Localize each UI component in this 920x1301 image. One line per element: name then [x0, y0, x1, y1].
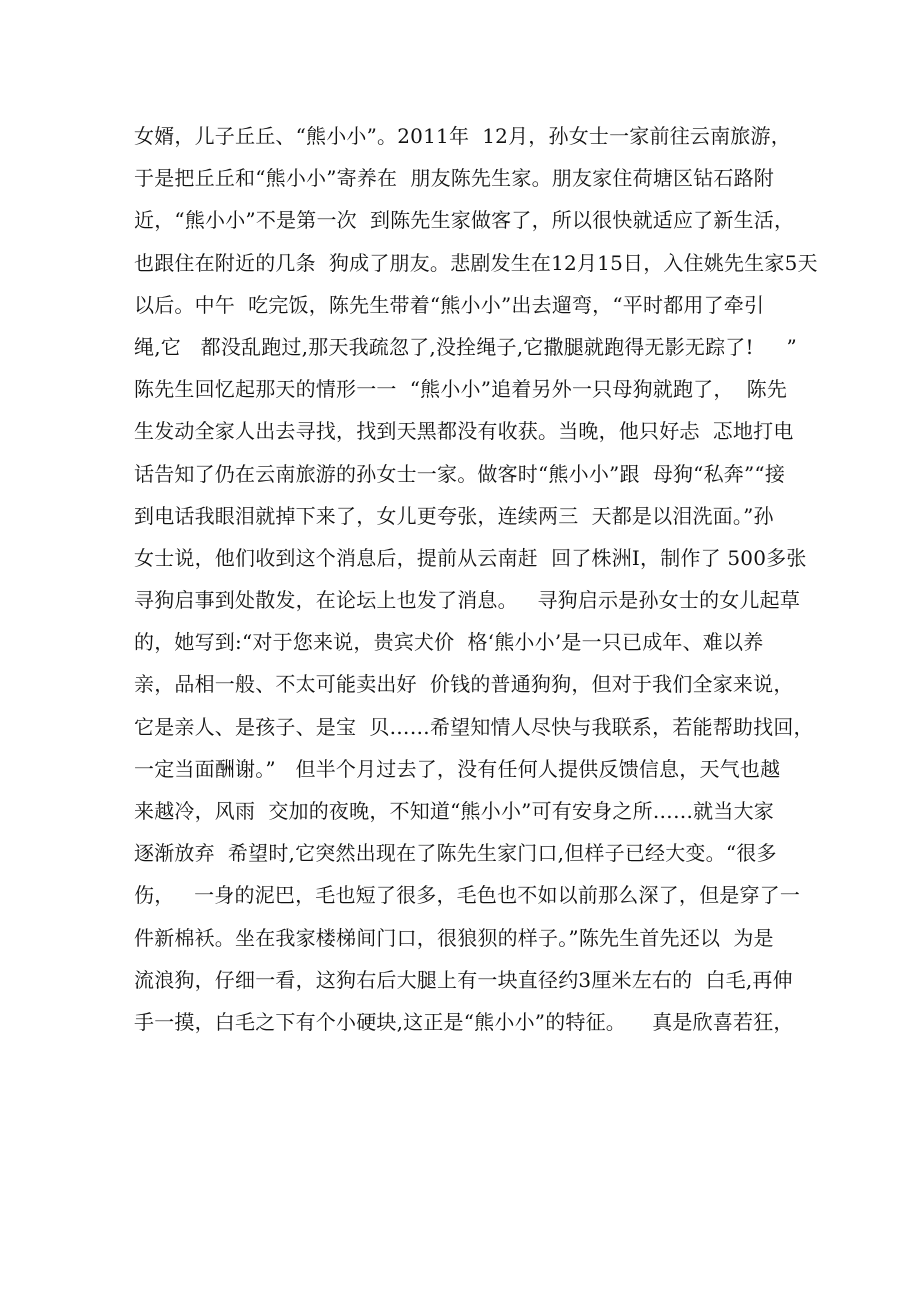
- text-line: 的，她写到:“对于您来说，贵宾犬价 格‘熊小小’是一只已成年、难以养: [134, 630, 764, 655]
- text-line: 女婿，儿子丘丘、“熊小小”。2011年 12月，孙女士一家前往云南旅游，: [134, 124, 791, 148]
- text-line: 伤， 一身的泥巴，毛也短了很多，毛色也不如以前那么深了，但是穿了一: [134, 883, 801, 908]
- text-line: 也跟住在附近的几条 狗成了朋友。悲剧发生在12月15日，入住姚先生家5天: [134, 250, 818, 275]
- text-line: 到电话我眼泪就掉下来了，女儿更夸张，连续两三 天都是以泪洗面。”孙: [134, 503, 774, 528]
- text-line: 绳,它 都没乱跑过,那天我疏忽了,没拴绳子,它撒腿就跑得无影无踪了! ”: [134, 334, 797, 359]
- text-line: 流浪狗，仔细一看，这狗右后大腿上有一块直径约3厘米左右的 白毛,再伸: [134, 967, 793, 992]
- text-line: 近，“熊小小”不是第一次 到陈先生家做客了，所以很快就适应了新生活，: [134, 208, 795, 233]
- text-line: 件新棉袄。坐在我家楼梯间门口，很狼狈的样子。”陈先生首先还以 为是: [134, 925, 774, 950]
- text-line: 亲，品相一般、不太可能卖出好 价钱的普通狗狗，但对于我们全家来说，: [134, 672, 794, 697]
- text-line: 寻狗启事到处散发，在论坛上也发了消息。 寻狗启示是孙女士的女儿起草: [134, 588, 801, 613]
- text-line: 话告知了仍在云南旅游的孙女士一家。做客时“熊小小”跟 母狗“私奔”“接: [134, 461, 786, 486]
- text-line: 女士说，他们收到这个消息后，提前从云南赶 回了株洲I，制作了 500多张: [134, 545, 807, 570]
- text-line: 生发动全家人出去寻找，找到天黑都没有收获。当晚，他只好忐 忑地打电: [134, 419, 794, 444]
- text-line: 以后。中午 吃完饭，陈先生带着“熊小小”出去遛弯，“平时都用了牵引: [134, 292, 765, 317]
- text-line: 于是把丘丘和“熊小小”寄养在 朋友陈先生家。朋友家住荷塘区钻石路附: [134, 166, 774, 191]
- text-line: 来越冷，风雨 交加的夜晚，不知道“熊小小”可有安身之所……就当大家: [134, 799, 774, 823]
- text-line: 它是亲人、是孩子、是宝 贝……希望知情人尽快与我联系，若能帮助找回，: [134, 714, 814, 739]
- article-body: [134, 115, 818, 1043]
- text-line: 逐渐放弃 希望时,它突然出现在了陈先生家门口,但样子已经大变。“很多: [134, 841, 777, 866]
- text-line: 陈先生回忆起那天的情形一一 “熊小小”追着另外一只母狗就跑了， 陈先: [134, 377, 788, 402]
- text-line: 手一摸，白毛之下有个小硬块,这正是“熊小小”的特征。 真是欣喜若狂，: [134, 1009, 794, 1034]
- text-line: 一定当面酬谢。” 但半个月过去了，没有任何人提供反馈信息，天气也越: [134, 756, 781, 781]
